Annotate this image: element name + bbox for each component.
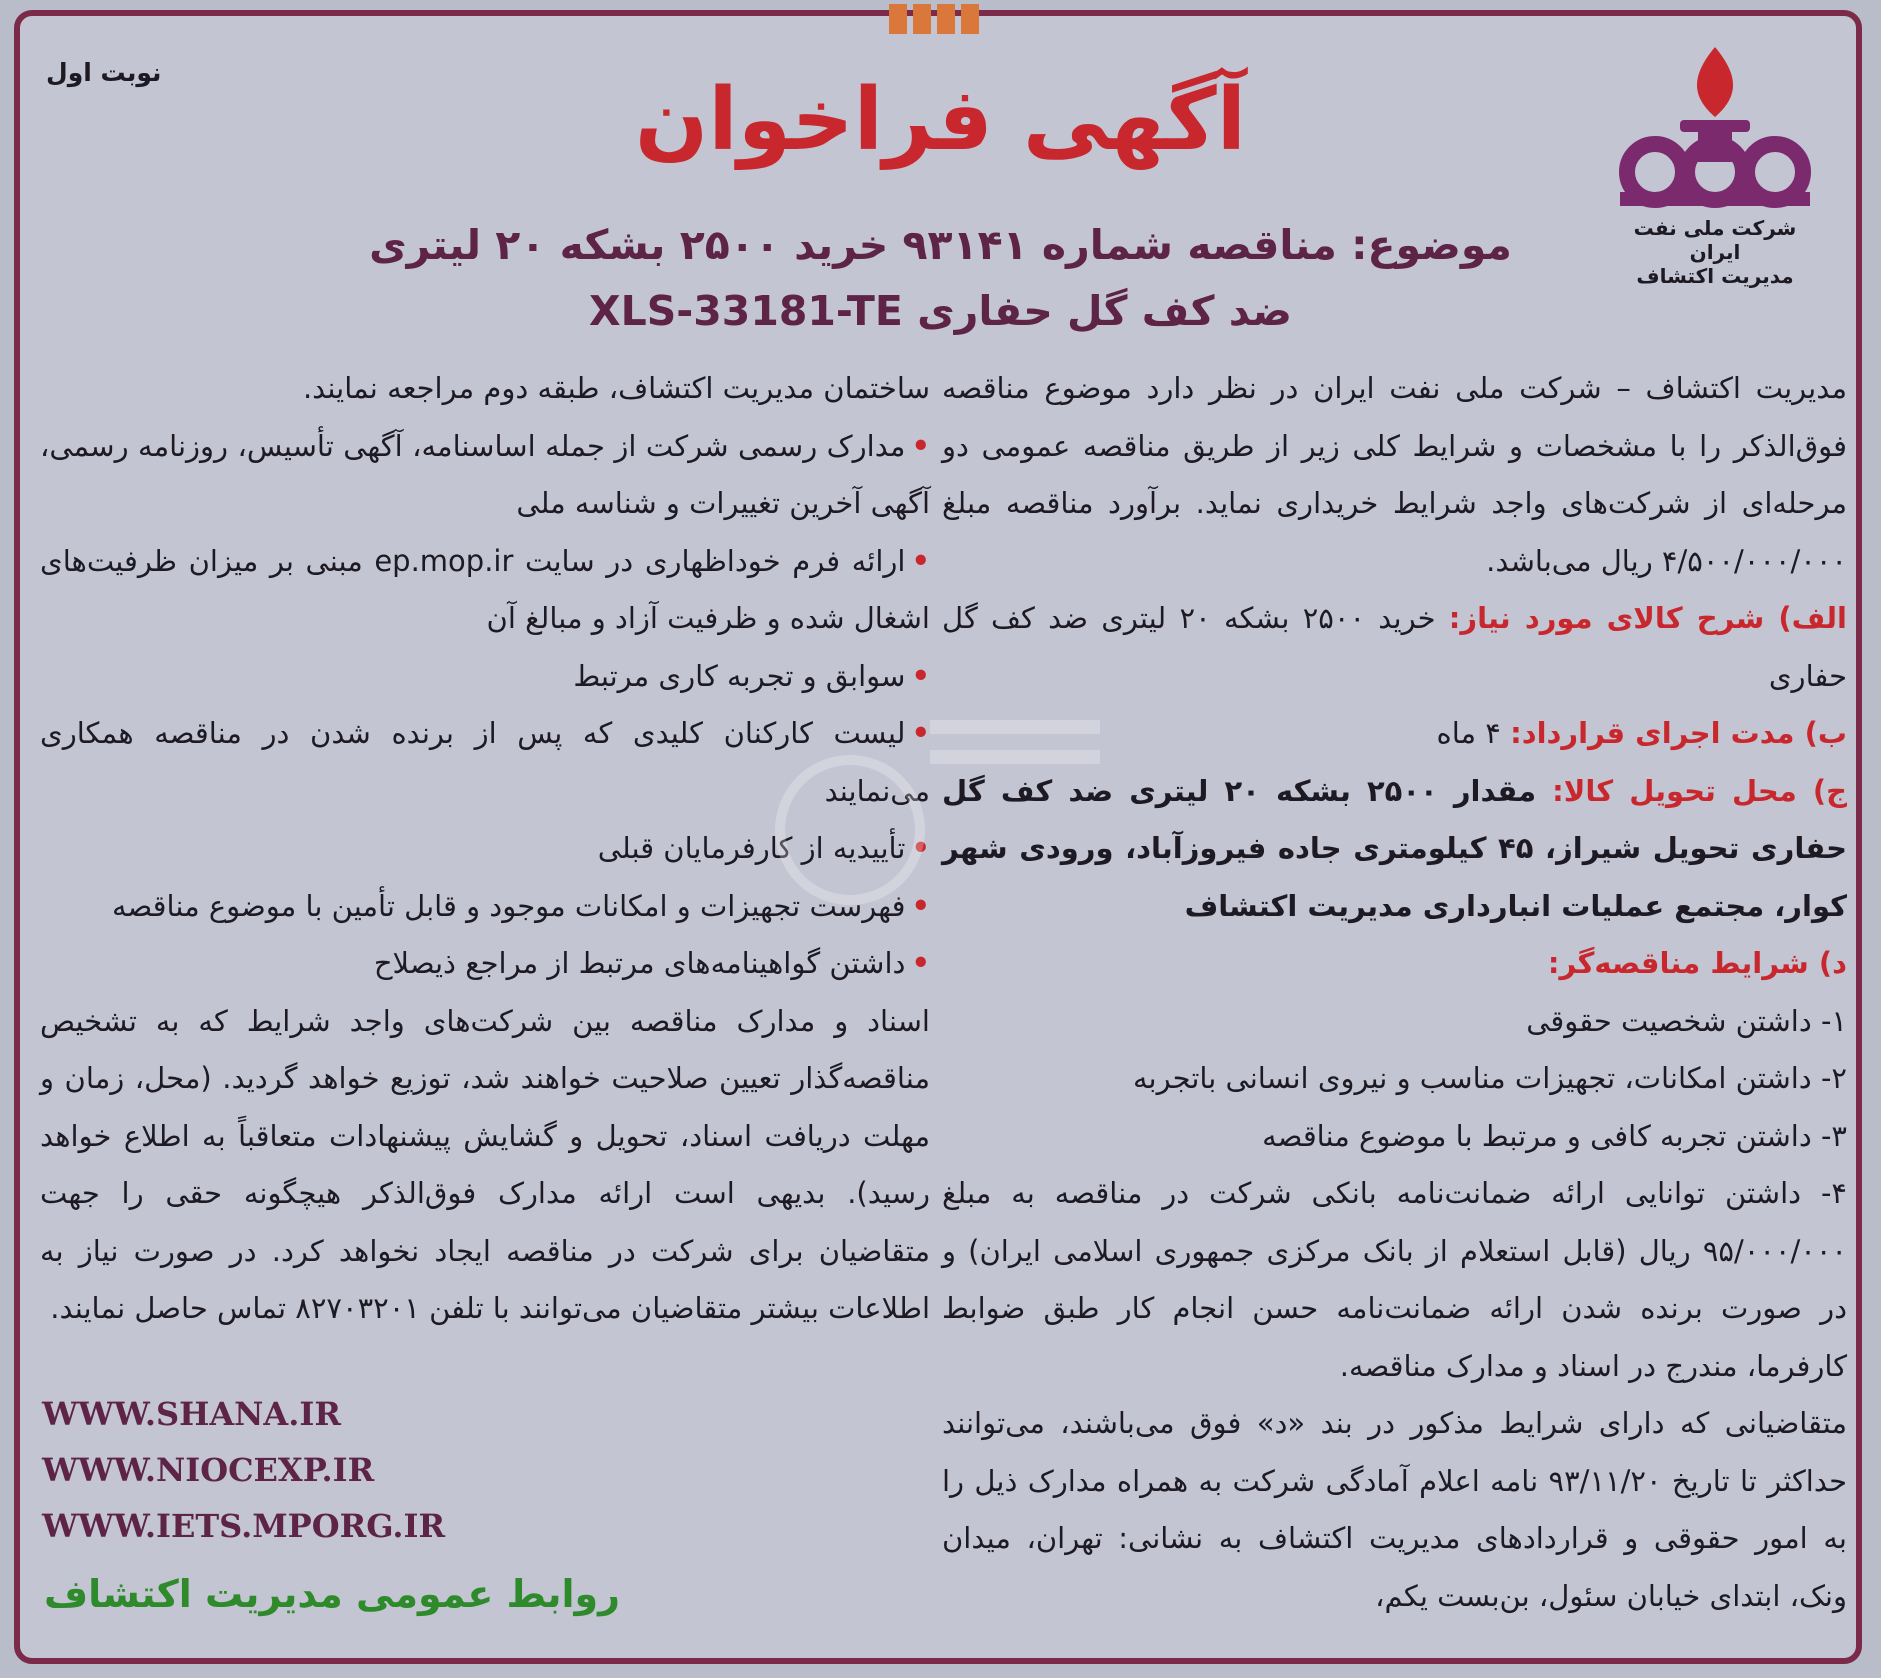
- document-item: [40, 418, 930, 533]
- bullet-icon: •: [911, 543, 930, 578]
- bullet-icon: •: [911, 658, 930, 693]
- link-niocexp[interactable]: WWW.NIOCEXP.IR: [42, 1451, 375, 1489]
- document-item: [40, 648, 930, 706]
- closing-paragraph: اسناد و مدارک مناقصه بین شرکت‌های واجد شرایط که به تشخیص مناقصه‌گذار تعیین صلاحیت خواهند شد، توزیع خواهد گردید. (محل، زمان و مهلت دریافت اسناد، تحویل و گشایش پیشنهادات متعاقباً به اطلاع خواهد رسید). بدیهی است ارائه مدارک فوق‌الذکر هیچگونه حقی را جهت متقاضیان برای شرکت در مناقصه ایجاد نخواهد کرد. در صورت نیاز به اطلاعات بیشتر متقاضیان می‌توانند با تلفن ۸۲۷۰۳۲۰۱ تماس حاصل نمایند.: [40, 1003, 930, 1325]
- bullet-icon: •: [911, 888, 930, 923]
- section-c-label: ج) محل تحویل کالا:: [1552, 773, 1848, 808]
- section-d: [942, 935, 1847, 993]
- section-a-label: الف) شرح کالای مورد نیاز:: [1448, 601, 1847, 635]
- section-a: [942, 590, 1847, 705]
- condition-item: ۱- داشتن شخصیت حقوقی: [1526, 1003, 1847, 1038]
- document-item: [40, 820, 930, 878]
- right-column: [942, 360, 1847, 1625]
- document-text: لیست کارکنان کلیدی که پس از برنده شدن در مناقصه همکاری می‌نمایند: [40, 716, 930, 808]
- document-text: مدارک رسمی شرکت از جمله اساسنامه، آگهی تأسیس، روزنامه رسمی، آگهی آخرین تغییرات و شناسه ملی: [40, 428, 930, 520]
- document-item: [40, 533, 930, 648]
- document-text: فهرست تجهیزات و امکانات موجود و قابل تأمین با موضوع مناقصه: [111, 888, 906, 923]
- left-column: [40, 360, 930, 1338]
- section-b-text: ۴ ماه: [1436, 716, 1511, 750]
- bullet-icon: •: [911, 946, 930, 980]
- link-shana[interactable]: WWW.SHANA.IR: [42, 1395, 341, 1433]
- public-relations-signature: روابط عمومی مدیریت اکتشاف: [44, 1572, 620, 1616]
- section-d-label: د) شرایط مناقصه‌گر:: [1547, 946, 1847, 980]
- subject-line-1: موضوع: مناقصه شماره ۹۳۱۴۱ خرید ۲۵۰۰ بشکه ۲۰ لیتری: [369, 221, 1512, 269]
- page-title: آگهی فراخوان: [634, 70, 1247, 170]
- section-c-text: مقدار ۲۵۰۰ بشکه ۲۰ لیتری ضد کف گل حفاری تحویل شیراز، ۴۵ کیلومتری جاده فیروزآباد، ورودی شهر کوار، مجتمع عملیات انبارداری مدیریت اکتشاف: [942, 773, 1847, 923]
- document-item: [40, 878, 930, 936]
- document-item: [40, 935, 930, 993]
- condition-item: ۴- داشتن توانایی ارائه ضمانت‌نامه بانکی شرکت در مناقصه به مبلغ ۹۵/۰۰۰/۰۰۰ ریال (قابل استعلام از بانک مرکزی جمهوری اسلامی ایران) و در صورت برنده شدن ارائه ضمانت‌نامه حسن انجام کار طبق ضوابط کارفرما، مندرج در اسناد و مدارک مناقصه.: [942, 1176, 1847, 1383]
- document-text: ارائه فرم خوداظهاری در سایت ep.mop.ir مبنی بر میزان ظرفیت‌های اشغال شده و ظرفیت آزاد و مبالغ آن: [40, 543, 930, 635]
- subject: [300, 212, 1581, 344]
- section-b-label: ب) مدت اجرای قرارداد:: [1510, 716, 1847, 750]
- subject-line-2: ضد کف گل حفاری XLS-33181-TE: [588, 287, 1293, 335]
- document-text: سوابق و تجربه کاری مرتبط: [573, 658, 906, 693]
- website-links: [42, 1386, 445, 1554]
- applicants-paragraph: متقاضیانی که دارای شرایط مذکور در بند «د» فوق می‌باشند، می‌توانند حداکثر تا تاریخ ۹۳/۱۱/۲۰ نامه اعلام آمادگی شرکت به همراه مدارک ذیل را به امور حقوقی و قراردادهای مدیریت اکتشاف به نشانی: تهران، میدان ونک، ابتدای خیابان سئول، بن‌بست یکم،: [942, 1406, 1848, 1613]
- section-a-text: خرید ۲۵۰۰ بشکه ۲۰ لیتری ضد کف گل حفاری: [942, 601, 1847, 693]
- document-item: [40, 705, 930, 820]
- link-iets[interactable]: WWW.IETS.MPORG.IR: [42, 1507, 446, 1545]
- bullet-icon: •: [911, 716, 930, 750]
- bullet-icon: •: [911, 428, 930, 463]
- intro-paragraph: مدیریت اکتشاف – شرکت ملی نفت ایران در نظر دارد موضوع مناقصه فوق‌الذکر را با مشخصات و شرایط کلی زیر از طریق مناقصه عمومی دو مرحله‌ای از شرکت‌های واجد شرایط خریداری نماید. برآورد مناقصه مبلغ ۴/۵۰۰/۰۰۰/۰۰۰ ریال می‌باشد.: [942, 371, 1847, 578]
- condition-item: ۲- داشتن امکانات، تجهیزات مناسب و نیروی انسانی باتجربه: [1133, 1061, 1847, 1095]
- document-text: داشتن گواهینامه‌های مرتبط از مراجع ذیصلاح: [373, 946, 906, 980]
- section-b: [942, 705, 1847, 763]
- bullet-icon: •: [911, 831, 930, 865]
- company-name: شرکت ملی نفت ایران: [1633, 216, 1797, 264]
- address-continued: ساختمان مدیریت اکتشاف، طبقه دوم مراجعه نمایند.: [302, 371, 930, 405]
- section-c: [942, 763, 1847, 936]
- round-label: نوبت اول: [46, 58, 162, 87]
- condition-item: ۳- داشتن تجربه کافی و مرتبط با موضوع مناقصه: [1262, 1118, 1847, 1153]
- department-name: مدیریت اکتشاف: [1636, 264, 1794, 288]
- document-text: تأییدیه از کارفرمایان قبلی: [597, 831, 906, 865]
- top-ornament: [888, 4, 980, 40]
